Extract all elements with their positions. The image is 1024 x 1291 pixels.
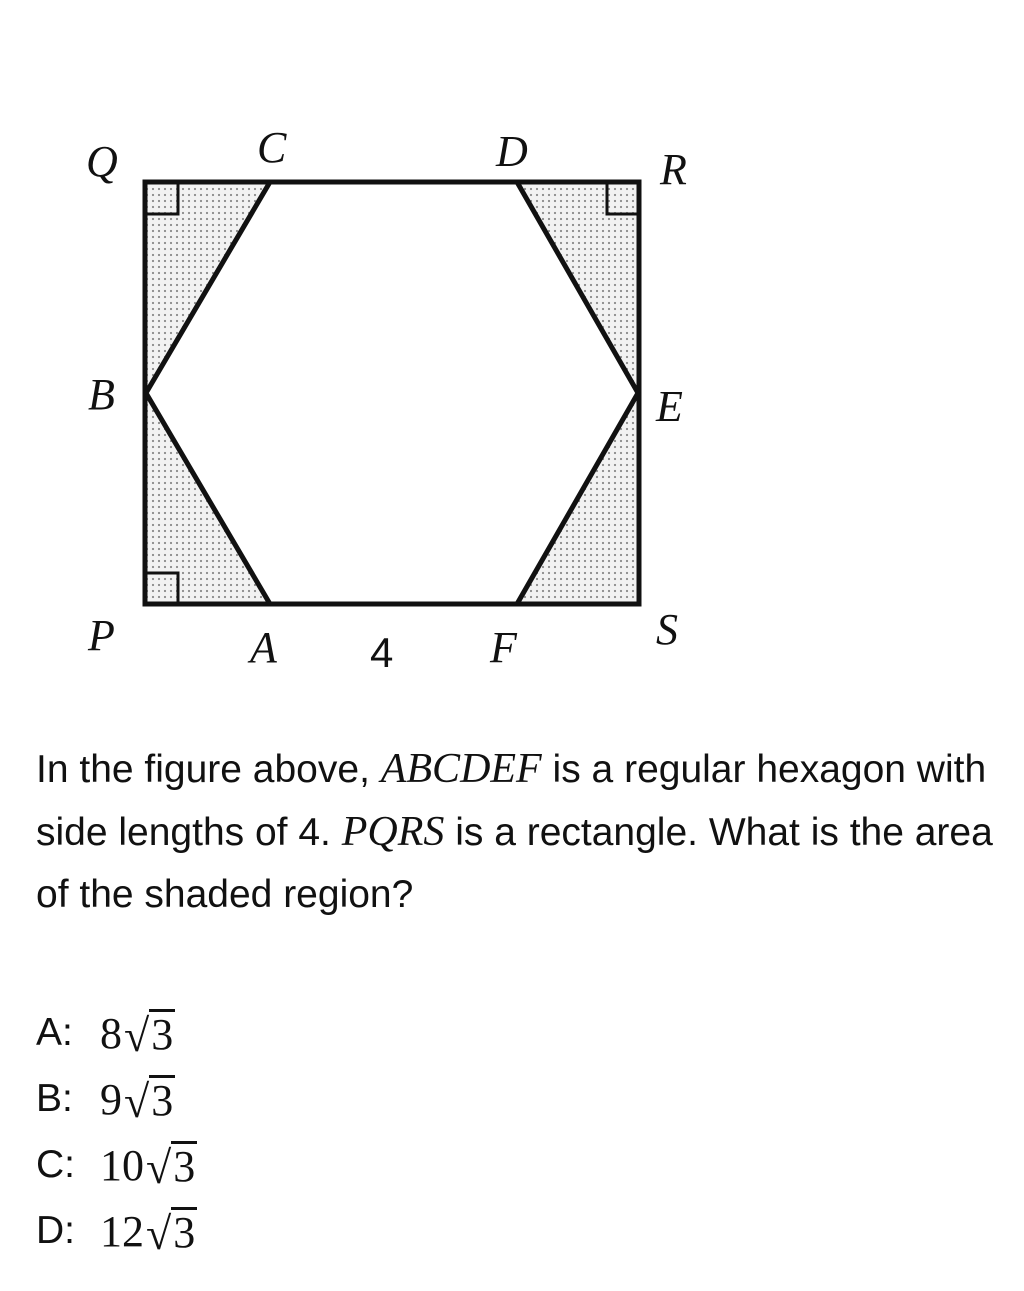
square-root: [146, 1141, 197, 1193]
radicand: 3: [173, 1208, 196, 1258]
radicand: 3: [173, 1142, 196, 1192]
hexagon-in-rectangle-diagram: [0, 0, 760, 700]
vertex-label-d: D: [496, 127, 528, 176]
choice-value: [100, 1074, 175, 1125]
radical-sign-icon: √: [124, 1075, 150, 1127]
vertex-label-f: F: [490, 623, 517, 672]
coefficient: 12: [100, 1206, 144, 1256]
square-root: [124, 1075, 175, 1127]
choice-a[interactable]: [36, 1000, 197, 1066]
choice-b[interactable]: [36, 1066, 197, 1132]
vertex-label-p: P: [88, 611, 115, 660]
radical-sign-icon: √: [124, 1009, 150, 1061]
choice-value: [100, 1140, 197, 1191]
choice-letter: D:: [36, 1209, 75, 1252]
choice-value: [100, 1206, 197, 1257]
radical-sign-icon: √: [146, 1207, 172, 1259]
vertex-label-b: B: [88, 370, 115, 419]
choice-letter: B:: [36, 1077, 73, 1120]
choice-c[interactable]: [36, 1132, 197, 1198]
geometry-figure: [0, 0, 760, 700]
vertex-label-s: S: [656, 605, 678, 654]
choice-letter: A:: [36, 1011, 73, 1054]
radicand: 3: [151, 1076, 174, 1126]
hexagon-name: ABCDEF: [380, 746, 542, 792]
answer-choices: [36, 1000, 197, 1264]
coefficient: 9: [100, 1074, 122, 1124]
coefficient: 8: [100, 1008, 122, 1058]
vertex-label-c: C: [257, 123, 287, 172]
question-part-1: In the figure above,: [36, 748, 381, 791]
vertex-label-a: A: [250, 623, 277, 672]
coefficient: 10: [100, 1140, 144, 1190]
choice-d[interactable]: [36, 1198, 197, 1264]
vertex-label-r: R: [660, 145, 687, 194]
vertex-label-e: E: [656, 382, 683, 431]
question-part-3: is a rectangle. What is the area of the shaded region?: [36, 811, 993, 916]
square-root: [124, 1009, 175, 1061]
radicand: 3: [151, 1010, 174, 1060]
side-length-label: 4: [370, 629, 394, 676]
vertex-label-q: Q: [86, 137, 118, 186]
choice-value: [100, 1008, 175, 1059]
question-part-2: is a regular hexagon with side lengths of 4.: [36, 748, 987, 854]
square-root: [146, 1207, 197, 1259]
choice-letter: C:: [36, 1143, 75, 1186]
question-text: [36, 738, 996, 926]
rectangle-name: PQRS: [341, 809, 445, 855]
radical-sign-icon: √: [146, 1141, 172, 1193]
